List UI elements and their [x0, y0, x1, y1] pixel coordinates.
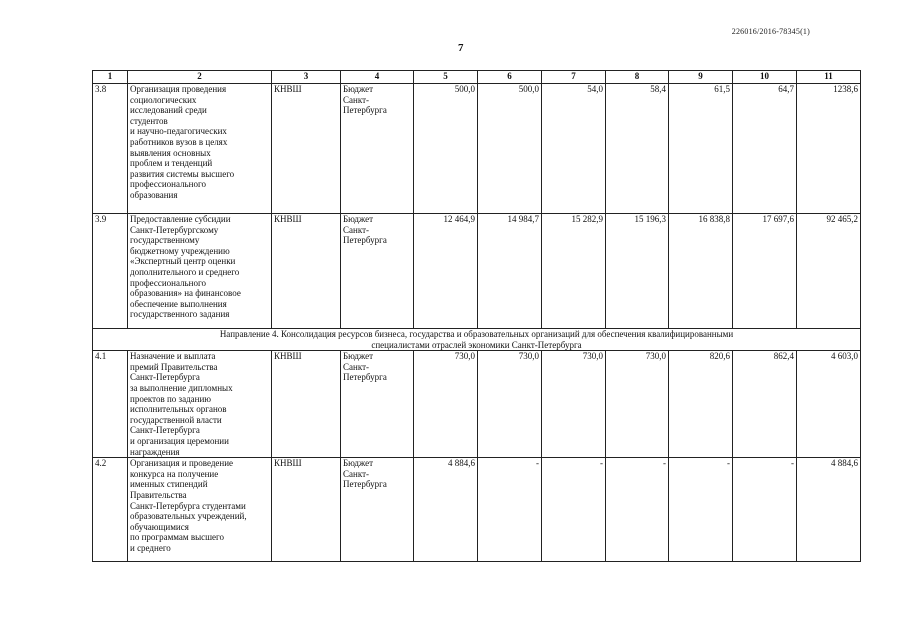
value-cell: -: [733, 458, 797, 562]
value-cell: 14 984,7: [478, 214, 542, 329]
executor: КНВШ: [272, 214, 341, 329]
budget-table: [92, 70, 861, 562]
activity-description: Организация и проведение конкурса на получение именных стипендий Правительства Санкт-Петербурга студентами образовательных учреждений, обучающимися по программам высшего и среднего: [128, 458, 272, 562]
column-header: 3: [272, 71, 341, 84]
document-registration-number: 226016/2016-78345(1): [731, 27, 810, 36]
value-cell: 730,0: [542, 351, 606, 458]
funding-source: Бюджет Санкт- Петербурга: [341, 84, 414, 214]
value-cell: 500,0: [414, 84, 478, 214]
funding-source: Бюджет Санкт- Петербурга: [341, 351, 414, 458]
row-number: 3.9: [93, 214, 128, 329]
value-cell: -: [542, 458, 606, 562]
value-cell: -: [478, 458, 542, 562]
value-cell: 15 282,9: [542, 214, 606, 329]
value-cell: 15 196,3: [606, 214, 669, 329]
column-header: 10: [733, 71, 797, 84]
value-cell: 61,5: [669, 84, 733, 214]
value-cell: 4 884,6: [414, 458, 478, 562]
column-header: 11: [797, 71, 861, 84]
value-cell: 730,0: [478, 351, 542, 458]
value-cell: -: [606, 458, 669, 562]
executor: КНВШ: [272, 84, 341, 214]
row-number: 4.1: [93, 351, 128, 458]
table-row: [93, 458, 861, 562]
total-cell: 1238,6: [797, 84, 861, 214]
row-number: 3.8: [93, 84, 128, 214]
column-header: 7: [542, 71, 606, 84]
table-row: [93, 214, 861, 329]
row-number: 4.2: [93, 458, 128, 562]
column-header: 6: [478, 71, 542, 84]
section-heading: Направление 4. Консолидация ресурсов бизнеса, государства и образовательных организаций для обеспечения квалифицированными специалистами отраслей экономики Санкт-Петербурга: [93, 329, 861, 351]
column-header: 8: [606, 71, 669, 84]
value-cell: 16 838,8: [669, 214, 733, 329]
total-cell: 4 603,0: [797, 351, 861, 458]
activity-description: Организация проведения социологических исследований среди студентов и научно-педагогических работников вузов в целях выявления основных проблем и тенденций развития системы высшего профессионального образования: [128, 84, 272, 214]
table-row: [93, 84, 861, 214]
total-cell: 4 884,6: [797, 458, 861, 562]
section-row: [93, 329, 861, 351]
page-number: 7: [458, 42, 464, 54]
executor: КНВШ: [272, 458, 341, 562]
table-header-row: [93, 71, 861, 84]
value-cell: -: [669, 458, 733, 562]
funding-source: Бюджет Санкт- Петербурга: [341, 214, 414, 329]
column-header: 5: [414, 71, 478, 84]
column-header: 1: [93, 71, 128, 84]
value-cell: 64,7: [733, 84, 797, 214]
value-cell: 12 464,9: [414, 214, 478, 329]
funding-source: Бюджет Санкт- Петербурга: [341, 458, 414, 562]
value-cell: 54,0: [542, 84, 606, 214]
column-header: 2: [128, 71, 272, 84]
total-cell: 92 465,2: [797, 214, 861, 329]
executor: КНВШ: [272, 351, 341, 458]
value-cell: 500,0: [478, 84, 542, 214]
value-cell: 730,0: [414, 351, 478, 458]
value-cell: 58,4: [606, 84, 669, 214]
value-cell: 730,0: [606, 351, 669, 458]
activity-description: Предоставление субсидии Санкт-Петербургскому государственному бюджетному учреждению «Экспертный центр оценки дополнительного и среднего профессионального образования» на финансовое обеспечение выполнения государственного задания: [128, 214, 272, 329]
column-header: 9: [669, 71, 733, 84]
table-row: [93, 351, 861, 458]
activity-description: Назначение и выплата премий Правительства Санкт-Петербурга за выполнение дипломных проектов по заданию исполнительных органов государственной власти Санкт-Петербурга и организация церемонии награждения: [128, 351, 272, 458]
value-cell: 862,4: [733, 351, 797, 458]
value-cell: 17 697,6: [733, 214, 797, 329]
column-header: 4: [341, 71, 414, 84]
value-cell: 820,6: [669, 351, 733, 458]
